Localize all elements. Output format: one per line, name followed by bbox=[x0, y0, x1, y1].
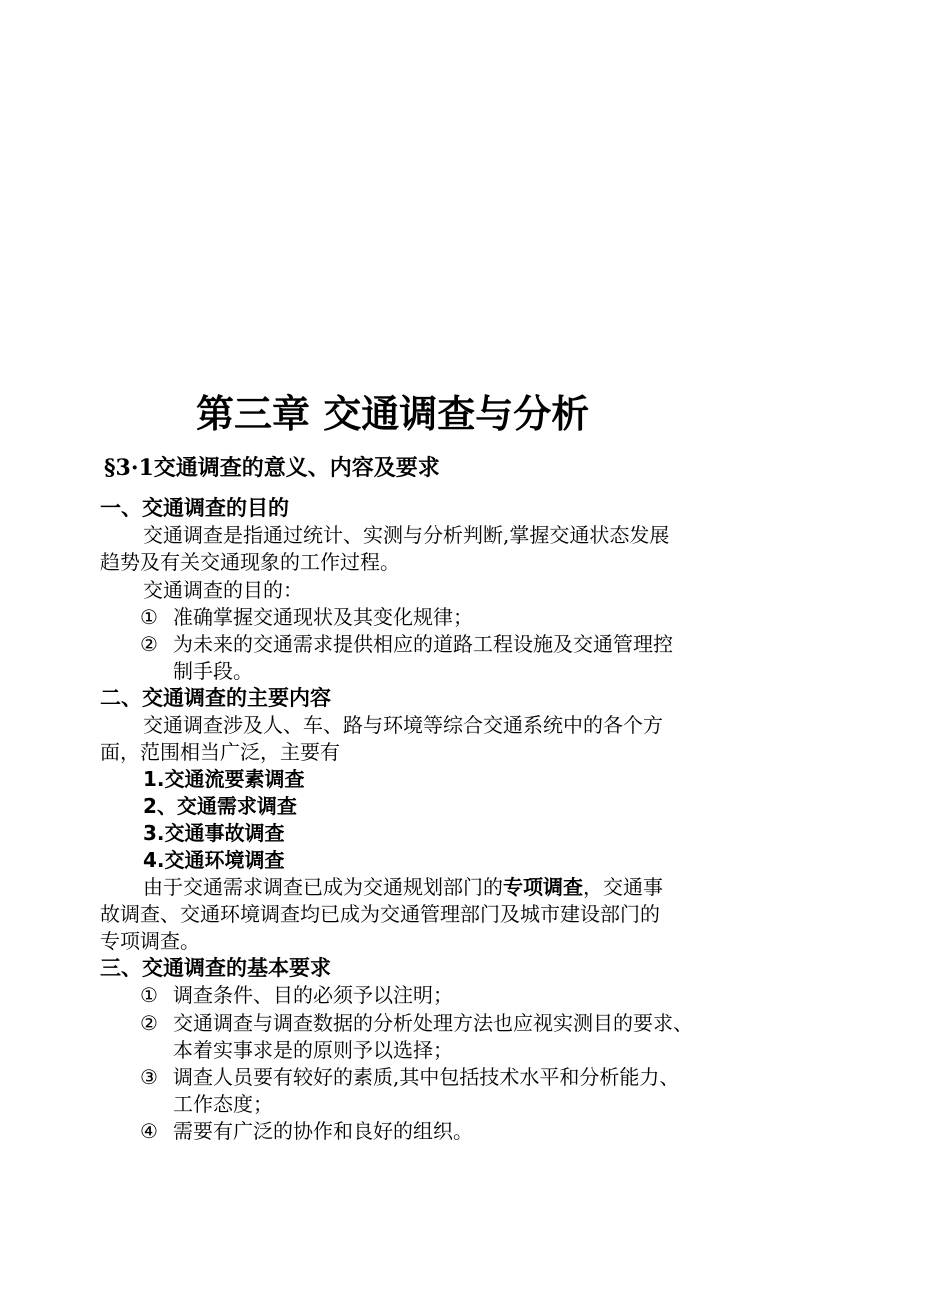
content-list-item: 3.交通事故调查 bbox=[143, 821, 285, 845]
paragraph-line: 专项调查。 bbox=[100, 929, 200, 953]
list-item: 为未来的交通需求提供相应的道路工程设施及交通管理控 bbox=[173, 632, 673, 656]
list-marker: ① bbox=[140, 605, 158, 629]
paragraph-line bbox=[143, 874, 663, 901]
chapter-title: 第三章 交通调查与分析 bbox=[196, 392, 590, 436]
content-list-item: 4.交通环境调查 bbox=[143, 848, 285, 872]
purpose-intro: 交通调查的目的： bbox=[143, 578, 303, 602]
paragraph-text: ，交通事 bbox=[583, 875, 663, 899]
list-marker: ② bbox=[140, 1011, 158, 1035]
list-item: 调查人员要有较好的素质,其中包括技术水平和分析能力、 bbox=[173, 1065, 680, 1089]
list-item: 调查条件、目的必须予以注明； bbox=[173, 983, 453, 1007]
list-marker: ④ bbox=[140, 1119, 158, 1143]
list-item: 交通调查与调查数据的分析处理方法也应视实测目的要求、 bbox=[173, 1011, 693, 1035]
paragraph-line: 交通调查是指通过统计、实测与分析判断,掌握交通状态发展 bbox=[143, 523, 670, 547]
list-marker: ③ bbox=[140, 1065, 158, 1089]
paragraph-line: 趋势及有关交通现象的工作过程。 bbox=[100, 550, 400, 574]
list-item: 准确掌握交通现状及其变化规律； bbox=[173, 605, 473, 629]
list-item-continuation: 制手段。 bbox=[173, 659, 253, 683]
list-item-continuation: 本着实事求是的原则予以选择； bbox=[173, 1038, 453, 1062]
emphasis-text: 专项调查 bbox=[503, 875, 583, 899]
paragraph-line: 故调查、交通环境调查均已成为交通管理部门及城市建设部门的 bbox=[100, 902, 660, 926]
heading-purpose: 一、交通调查的目的 bbox=[100, 496, 289, 520]
list-marker: ① bbox=[140, 983, 158, 1007]
list-marker: ② bbox=[140, 632, 158, 656]
paragraph-text: 由于交通需求调查已成为交通规划部门的 bbox=[143, 875, 503, 899]
heading-content: 二、交通调查的主要内容 bbox=[100, 686, 331, 710]
heading-requirements: 三、交通调查的基本要求 bbox=[100, 956, 331, 980]
list-item-continuation: 工作态度； bbox=[173, 1092, 273, 1116]
paragraph-line: 面，范围相当广泛，主要有 bbox=[100, 740, 340, 764]
content-list-item: 1.交通流要素调查 bbox=[143, 767, 305, 791]
paragraph-line: 交通调查涉及人、车、路与环境等综合交通系统中的各个方 bbox=[143, 713, 663, 737]
section-title: §3·1交通调查的意义、内容及要求 bbox=[104, 455, 440, 481]
content-list-item: 2、交通需求调查 bbox=[143, 794, 297, 818]
list-item: 需要有广泛的协作和良好的组织。 bbox=[173, 1119, 473, 1143]
